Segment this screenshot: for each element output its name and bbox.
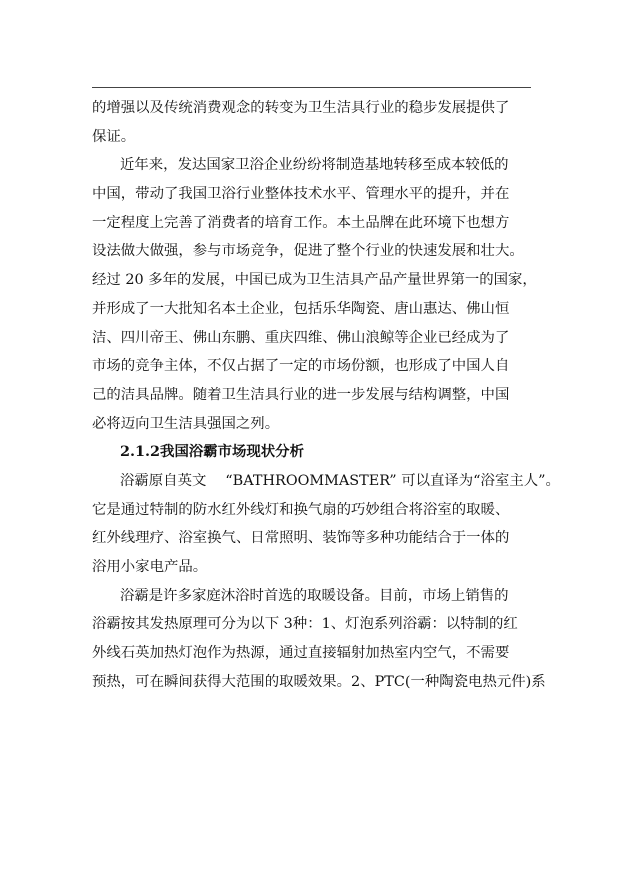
text-line: 设法做大做强，参与市场竞争，促进了整个行业的快速发展和壮大。 [92,243,524,260]
text-line: 红外线理疗、浴室换气、日常照明、装饰等多种功能结合于一体的 [92,530,510,547]
text-line: 浴霸按其发热原理可分为以下 3种：1、灯泡系列浴霸：以特制的红 [92,616,518,633]
text-line: 浴霸原自英文 “BATHROOMMASTER” 可以直译为“浴室主人”。 [120,472,560,489]
document-body [92,94,560,696]
text-line: 预热，可在瞬间获得大范围的取暖效果。2、PTC(一种陶瓷电热元件)系 [92,673,546,690]
text-line: 的增强以及传统消费观念的转变为卫生洁具行业的稳步发展提供了 [92,100,510,116]
text-line: 外线石英加热灯泡作为热源，通过直接辐射加热室内空气，不需要 [92,645,510,662]
section-heading: 2.1.2我国浴霸市场现状分析 [120,443,304,461]
text-line: 它是通过特制的防水红外线灯和换气扇的巧妙组合将浴室的取暖、 [92,501,510,518]
text-line: 己的洁具品牌。随着卫生洁具行业的进一步发展与结构调整，中国 [92,386,510,403]
text-line: 市场的竞争主体，不仅占据了一定的市场份额，也形成了中国人自 [92,358,510,375]
text-line: 中国，带动了我国卫浴行业整体技术水平、管理水平的提升，并在 [92,186,510,203]
text-line: 并形成了一大批知名本土企业，包括乐华陶瓷、唐山惠达、佛山恒 [92,300,510,317]
header-rule [92,87,531,88]
text-line: 近年来，发达国家卫浴企业纷纷将制造基地转移至成本较低的 [120,157,509,174]
text-line: 浴霸是许多家庭沐浴时首选的取暖设备。目前，市场上销售的 [120,587,509,604]
text-line: 必将迈向卫生洁具强国之列。 [92,415,280,432]
text-line: 洁、四川帝王、佛山东鹏、重庆四维、佛山浪鲸等企业已经成为了 [92,329,510,346]
text-line: 一定程度上完善了消费者的培育工作。本土品牌在此环境下也想方 [92,214,510,231]
text-line: 保证。 [92,128,136,145]
text-line: 经过 20 多年的发展，中国已成为卫生洁具产品产量世界第一的国家， [92,272,537,289]
text-line: 浴用小家电产品。 [92,559,208,575]
